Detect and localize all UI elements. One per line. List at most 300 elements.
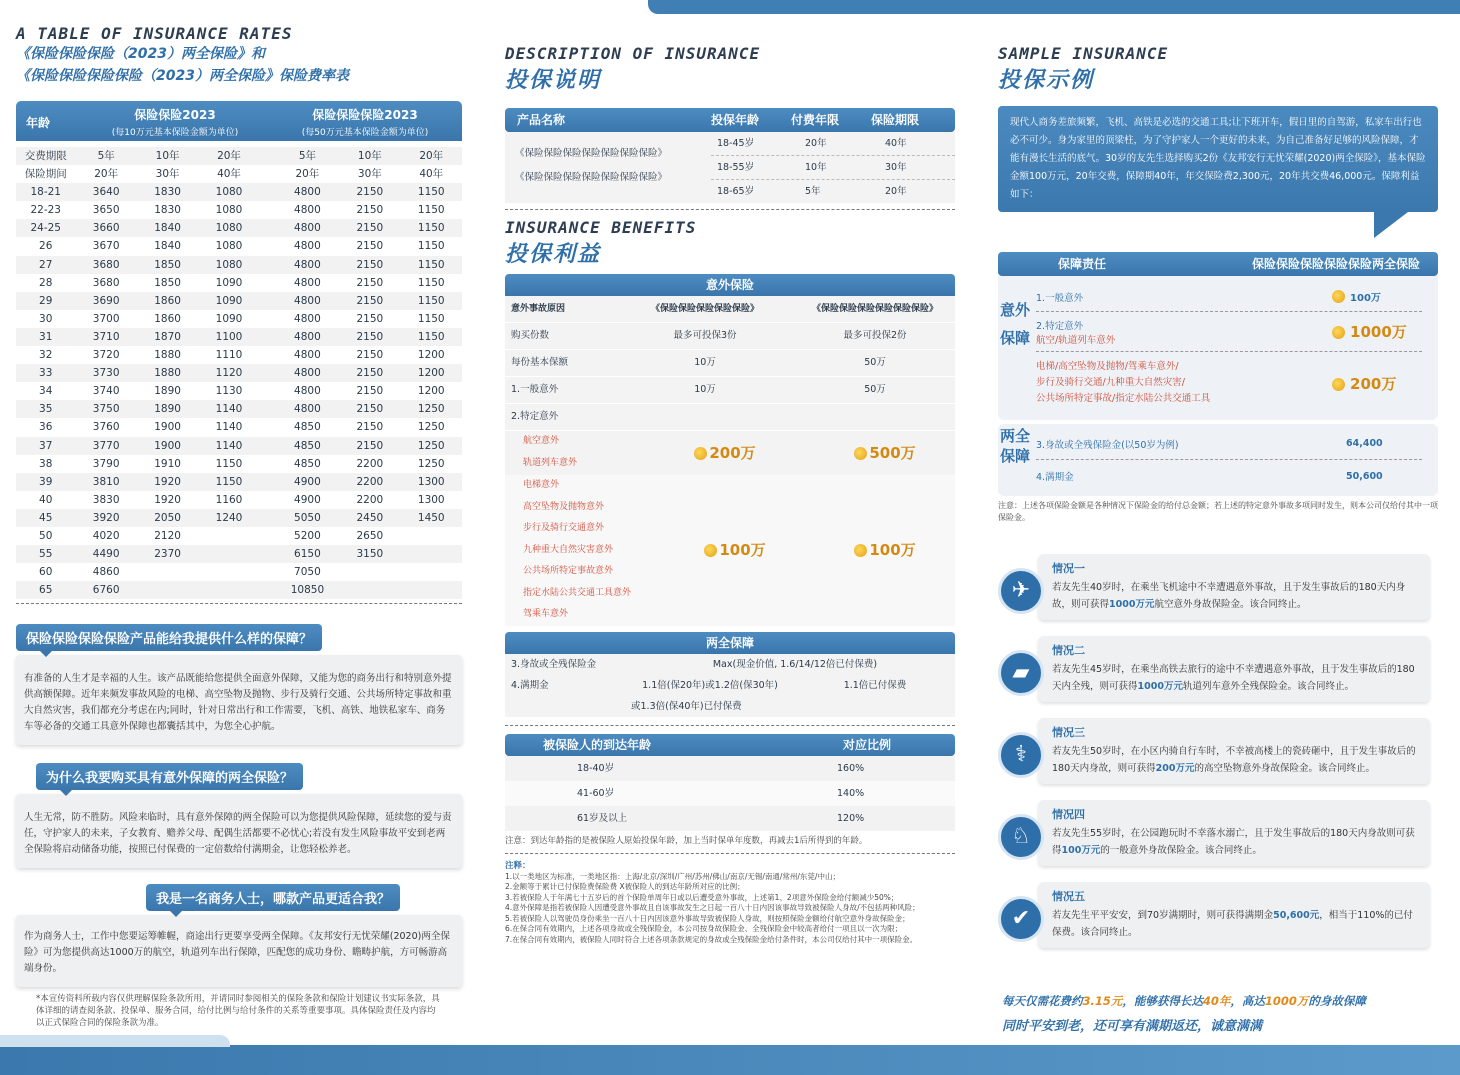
special-group-b-items xyxy=(505,475,655,626)
rate-cell: 保险期间 xyxy=(24,168,67,181)
rate-cell: 1080 xyxy=(215,240,243,253)
rate-cell: 1140 xyxy=(215,421,243,434)
rate-row xyxy=(16,563,462,581)
rate-cell: 7050 xyxy=(294,566,321,579)
rate-cell: 1140 xyxy=(215,439,243,452)
rate-row xyxy=(16,310,462,328)
benefit-cell: 10万 xyxy=(694,384,716,395)
amount: 100万 xyxy=(869,541,916,559)
endowment-label: 3.身故或全残保险金 xyxy=(511,658,597,670)
case-title: 情况五 xyxy=(1052,890,1085,903)
coin-icon xyxy=(1332,290,1345,303)
faq-3-title: 我是一名商务人士，哪款产品更适合我？ xyxy=(146,884,400,911)
case-text xyxy=(1052,661,1422,695)
rate-cell: 4800 xyxy=(294,349,321,362)
rate-cell: 3680 xyxy=(92,258,120,271)
case-card xyxy=(998,636,1438,702)
disclaimer-footnote: *本宣传资料所载内容仅供理解保险条款所用，并请同时参阅相关的保险条款和保险计划建议书实际条款，具体详细的请查阅条款、投保单、服务合同，给付比例与给付条件的关系等重要事项。具体保险责任及内容均以正式保险合同的保险条款为准。 xyxy=(36,994,440,1029)
rate-cell: 1250 xyxy=(417,439,445,452)
rate-cell: 32 xyxy=(39,349,53,362)
rate-group-1-title: 保险保险2023 xyxy=(134,108,216,122)
rate-cell: 5050 xyxy=(294,511,321,524)
rate-cell: 4800 xyxy=(294,294,321,307)
desc-products xyxy=(505,132,711,203)
rate-cell xyxy=(137,581,198,599)
endowment-table xyxy=(505,654,955,717)
rate-group-2-header xyxy=(270,101,460,141)
rate-row xyxy=(16,165,462,183)
benefit-row xyxy=(505,323,955,349)
benefit-row xyxy=(505,377,955,403)
rate-cell: 1150 xyxy=(417,204,445,217)
rate-table-header xyxy=(16,101,462,141)
rate-cell: 4800 xyxy=(294,276,321,289)
rate-cell: 3710 xyxy=(92,330,120,343)
benefit-cell: 50万 xyxy=(864,384,886,395)
rate-cell: 4860 xyxy=(92,566,120,579)
rate-cell xyxy=(339,563,400,581)
rate-cell: 1080 xyxy=(215,258,243,271)
slogan-highlight: 3.15元 xyxy=(1082,994,1123,1008)
divider xyxy=(16,603,462,604)
rate-cell: 1110 xyxy=(215,349,243,362)
benefit-head-cause: 意外事故原因 xyxy=(511,304,566,314)
faq-2 xyxy=(36,763,462,790)
rates-column xyxy=(16,0,462,1029)
amount: 500万 xyxy=(869,444,916,462)
case-body xyxy=(1038,800,1430,866)
amount: 1000万 xyxy=(1350,323,1407,341)
rate-cell: 37 xyxy=(39,439,53,452)
rate-cell xyxy=(339,581,400,599)
rate-cell: 3690 xyxy=(92,294,120,307)
slogan-highlight: 40年 xyxy=(1202,994,1231,1008)
case-amount: 50,600元 xyxy=(1273,910,1320,921)
case-card xyxy=(998,800,1438,866)
case-amount: 100万元 xyxy=(1061,845,1101,856)
rate-cell: 40 xyxy=(39,493,53,506)
rate-cell: 2370 xyxy=(154,548,181,561)
rate-row xyxy=(16,219,462,237)
case-text-part: 若友先生55岁时，在公园跑玩时不幸落水溺亡，且于发生事故后的180天内身故则可获得 xyxy=(1052,828,1415,856)
rate-cell: 1150 xyxy=(417,330,445,343)
benefit-cell: 最多可投保3份 xyxy=(673,330,737,341)
rate-cell: 4800 xyxy=(294,186,321,199)
note-item: 4.意外保障是指若被保险人因遭受意外事故且自该事故发生之日起一百八十日内因该事故导致被保险人身故/不包括两种风险； xyxy=(505,903,920,912)
special-b-item: 电梯意外 xyxy=(523,480,560,490)
coin-icon xyxy=(1332,326,1345,339)
desc-cell: 20年 xyxy=(885,186,907,197)
rate-row xyxy=(16,545,462,563)
amount: 100万 xyxy=(719,541,766,559)
guarantee-head-product: 保险保险保险保险保险两全保险 xyxy=(1251,257,1420,271)
rate-cell: 1850 xyxy=(154,276,181,289)
rate-cell: 5年 xyxy=(97,150,115,162)
rate-cell: 1200 xyxy=(417,349,445,362)
coin-icon xyxy=(854,544,867,557)
special-b-item: 九种重大自然灾害意外 xyxy=(523,544,614,555)
rate-cell: 1150 xyxy=(417,294,445,307)
faq-2-title: 为什么我要购买具有意外保障的两全保险？ xyxy=(36,763,303,790)
rate-row xyxy=(16,201,462,219)
rate-cell: 1300 xyxy=(417,475,445,488)
bottom-decor-band xyxy=(0,1045,1460,1075)
rate-cell: 4800 xyxy=(294,204,321,217)
rate-cell: 1900 xyxy=(154,439,181,452)
rate-cell: 1150 xyxy=(215,457,243,470)
endowment-section-bar: 两全保障 xyxy=(505,632,955,654)
rate-cell: 1090 xyxy=(215,294,243,307)
rate-cell: 4020 xyxy=(92,529,120,542)
rate-cell: 1250 xyxy=(417,403,445,416)
rate-cell: 2150 xyxy=(356,312,384,325)
rate-cell: 40年 xyxy=(217,168,241,181)
rate-cell: 1890 xyxy=(154,403,181,416)
guarantee-head-label: 保障责任 xyxy=(1058,257,1107,271)
rate-cell: 2150 xyxy=(356,186,384,199)
rate-cell: 2150 xyxy=(356,204,384,217)
rate-cell: 24-25 xyxy=(30,222,61,235)
note-item: 6.在保合同有效期内，上述各项身故或全残保险金，本公司按身故保险金、全残保险金中较高者给付一项且以一次为限； xyxy=(505,924,903,933)
rate-cell: 6760 xyxy=(92,584,120,597)
rate-cell: 1830 xyxy=(154,204,181,217)
rate-cell: 26 xyxy=(39,240,53,253)
rate-cell: 5200 xyxy=(294,529,321,542)
rate-cell: 1150 xyxy=(417,240,445,253)
benefit-head-product-1: 《保险保险保险保险保险》 xyxy=(650,304,759,314)
rate-cell: 4800 xyxy=(294,385,321,398)
rate-cell: 2050 xyxy=(154,511,181,524)
endowment-value: Max(现金价值, 1.6/14/12倍已付保费) xyxy=(712,658,878,670)
endowment-row xyxy=(505,654,955,675)
rate-cell: 35 xyxy=(39,403,53,416)
rate-cell: 1120 xyxy=(215,367,243,380)
age-ratio-row xyxy=(505,756,955,781)
guarantee-item-amount xyxy=(1332,373,1422,394)
rate-cell: 2150 xyxy=(356,367,384,380)
rate-cell: 4800 xyxy=(294,367,321,380)
case-text xyxy=(1052,907,1422,941)
age-range: 61岁及以上 xyxy=(577,812,628,824)
rate-cell: 1250 xyxy=(417,457,445,470)
rate-row xyxy=(16,473,462,491)
benefit-rows xyxy=(505,323,955,403)
rate-table-body xyxy=(16,147,462,599)
case-text-part: 若友先生45岁时，在乘坐高铁去旅行的途中不幸遭遇意外事故，且于发生事故后的180天内全残，则可获得 xyxy=(1052,664,1415,692)
rate-cell: 3730 xyxy=(92,367,120,380)
rate-cell: 4850 xyxy=(294,421,321,434)
rate-row xyxy=(16,418,462,436)
rate-cell: 1150 xyxy=(417,186,445,199)
special-group-a-items xyxy=(505,431,635,475)
rate-cell: 4800 xyxy=(294,222,321,235)
age-ratio: 120% xyxy=(837,812,865,824)
rate-cell: 2150 xyxy=(356,240,384,253)
case-title: 情况四 xyxy=(1052,808,1085,821)
rate-cell: 1920 xyxy=(154,493,181,506)
rate-cell: 3650 xyxy=(92,204,120,217)
guarantee-note: 注意：上述各项保险金额是各种情况下保险金的给付总金额；若上述的特定意外事故多项同时发生，则本公司仅给付其中一项保险金。 xyxy=(998,501,1438,522)
case-text xyxy=(1052,743,1422,777)
rate-cell: 1150 xyxy=(417,312,445,325)
rate-cell: 1840 xyxy=(154,222,181,235)
guarantee-item xyxy=(1036,312,1422,352)
rate-cell: 3760 xyxy=(92,421,120,434)
rate-cell: 1250 xyxy=(417,421,445,434)
rate-cell: 交费期限 xyxy=(24,150,67,162)
rate-cell: 55 xyxy=(39,548,53,561)
benefit-cell: 每份基本保额 xyxy=(511,357,569,368)
guarantee-item-name xyxy=(1036,318,1115,346)
age-ratio-header xyxy=(505,734,955,756)
benefit-cell: 1.一般意外 xyxy=(511,384,559,395)
benefit-cell: 最多可投保2份 xyxy=(843,330,907,341)
guarantee-item xyxy=(1036,282,1422,312)
rates-subtitle-1: 《保险保险保险（2023）两全保险》和 xyxy=(16,46,265,62)
rate-cell: 2200 xyxy=(356,493,384,506)
rates-en-title: A TABLE OF INSURANCE RATES xyxy=(16,24,293,43)
rate-group-1-note: (每10万元基本保险金额为单位) xyxy=(111,128,239,138)
rate-cell: 1910 xyxy=(154,457,181,470)
age-ratio: 160% xyxy=(837,762,865,774)
case-title: 情况二 xyxy=(1052,644,1085,657)
case-amount: 1000万元 xyxy=(1109,599,1155,610)
rate-cell: 2120 xyxy=(154,529,181,542)
guarantee-item xyxy=(1036,352,1422,414)
case-text-part: 的一般意外身故保险金。该合同终止。 xyxy=(1100,845,1262,856)
rate-row xyxy=(16,509,462,527)
rate-cell: 4800 xyxy=(294,258,321,271)
desc-cell: 5年 xyxy=(805,186,821,197)
rate-cell: 1090 xyxy=(215,312,243,325)
case-title: 情况一 xyxy=(1052,562,1085,575)
slogan-part: 每天仅需花费约 xyxy=(1002,994,1083,1008)
case-text-part: 若友先生50岁时，在小区内骑自行车时，不幸被高楼上的瓷砖砸中，且于发生事故后的180天内身故，则可获得 xyxy=(1052,746,1416,774)
special-a-item: 航空意外 xyxy=(523,436,560,446)
rate-cell: 3770 xyxy=(92,439,120,452)
rate-cell: 65 xyxy=(39,584,53,597)
note-item: 2.金额等于累计已付保险费保险费 X被保险人的到达年龄所对应的比例； xyxy=(505,882,745,891)
ratio-head-label: 对应比例 xyxy=(843,737,892,752)
endowment-guarantee-items xyxy=(1032,424,1438,496)
faq-1-title: 保险保险保险保险产品能给我提供什么样的保障？ xyxy=(16,624,322,651)
rate-row xyxy=(16,581,462,599)
rate-cell: 1880 xyxy=(154,349,181,362)
rate-cell: 4900 xyxy=(294,475,321,488)
coin-icon xyxy=(854,447,867,460)
case-card xyxy=(998,882,1438,948)
rate-cell xyxy=(198,545,259,563)
desc-rows xyxy=(711,132,955,203)
rate-cell: 4490 xyxy=(92,548,120,561)
benefits-cn-title: 投保利益 xyxy=(505,242,602,267)
note-item: 1.以一类地区为标准，一类地区指：上海/北京/深圳/广州/苏州/佛山/南京/无锡/南通/常州/东莞/中山； xyxy=(505,871,840,881)
case-body xyxy=(1038,554,1430,620)
rate-row xyxy=(16,346,462,364)
endowment-value: 1.1倍(保20年)或1.2倍(保30年) xyxy=(642,679,778,691)
rate-row xyxy=(16,147,462,165)
special-a-amt-1 xyxy=(635,431,815,475)
rate-cell: 4850 xyxy=(294,439,321,452)
rate-row xyxy=(16,491,462,509)
sample-cn-title: 投保示例 xyxy=(998,68,1095,93)
desc-cell: 10年 xyxy=(805,162,827,173)
accident-guarantee-block xyxy=(998,276,1438,420)
rate-cell: 1860 xyxy=(154,312,181,325)
guarantee-item-amount: 64,400 xyxy=(1346,438,1383,449)
bottom-slogan-line-1 xyxy=(1002,993,1442,1009)
rate-cell: 2150 xyxy=(356,349,384,362)
desc-row xyxy=(711,156,955,180)
rate-cell: 3660 xyxy=(92,222,120,235)
rate-cell: 1840 xyxy=(154,240,181,253)
slogan-part: ，高达 xyxy=(1230,994,1265,1008)
rate-cell: 3700 xyxy=(92,312,120,325)
rate-cell: 2150 xyxy=(356,258,384,271)
rate-cell: 1870 xyxy=(154,330,181,343)
rate-cell: 30年 xyxy=(155,168,180,181)
guarantee-item-name: 4.满期金 xyxy=(1036,472,1074,483)
rate-cell: 10年 xyxy=(155,150,180,162)
rate-cell: 30年 xyxy=(357,168,382,181)
case-amount: 200万元 xyxy=(1155,763,1195,774)
sample-en-title: SAMPLE INSURANCE xyxy=(998,44,1169,63)
desc-row xyxy=(711,132,955,156)
rate-cell: 3670 xyxy=(92,240,120,253)
rate-cell: 36 xyxy=(39,421,53,434)
guarantee-item-sub: 航空/轨道列车意外 xyxy=(1036,334,1116,346)
faq-2-text: 人生无常，防不胜防。风险来临时，具有意外保障的两全保险可以为您提供风险保障，延续您的爱与责任，守护家人的未来，子女教育、赡养父母、配偶生活都要不必忧心;若没有发生风险事故平安到老两全保险将启动储备功能，按照已付保费的一定倍数给付满期金，让您轻松养老。 xyxy=(16,794,462,868)
case-body xyxy=(1038,718,1430,784)
faq-3-text: 作为商务人士，工作中您要运筹帷幄，商途出行更要享受两全保障。《友邦安行无忧荣耀(2020)两全保险》可为您提供高达1000万的航空，轨道列车出行保障，匹配您的成功身份、瞻畴护航，方可畅游高端身份。 xyxy=(16,915,462,987)
divider xyxy=(505,853,955,854)
special-accident-row xyxy=(505,404,955,430)
rate-cell: 60 xyxy=(39,566,53,579)
faq-3 xyxy=(146,884,462,911)
case-text-part: 若友先生40岁时，在乘坐飞机途中不幸遭遇意外事故，且于发生事故后的180天内身故，则可获得 xyxy=(1052,582,1406,610)
benefits-en-title: INSURANCE BENEFITS xyxy=(505,218,697,237)
desc-row xyxy=(711,180,955,203)
notes-title: 注释： xyxy=(505,860,531,871)
rate-cell: 2150 xyxy=(356,385,384,398)
person-running-icon: ✔ xyxy=(998,896,1044,942)
benefit-cell: 购买份数 xyxy=(511,330,550,341)
rate-cell: 3740 xyxy=(92,385,120,398)
sample-intro-bubble: 现代人商务差旅频繁，飞机、高铁是必选的交通工具;让下班开车，假日里的自驾游，私家车出行也必不可少。身为家里的顶梁柱，为了守护家人一个更好的未来，为自己准备好足够的风险保障，才能有漫长生活的底气。30岁的友先生选择购买2份《友邦安行无忧荣耀(2020)两全保险》，基本保险金额100万元，20年交费，保障期40年，年交保险费2,300元，20年共交费46,000元。保障利益如下： xyxy=(998,106,1438,212)
desc-cell: 18-55岁 xyxy=(717,162,755,173)
note-item: 7.在保合同有效期内，被保险人同时符合上述各项条款规定的身故或全残保险金给付条件时，本公司仅给付其中一项保险金。 xyxy=(505,934,918,944)
guarantee-item-name-line: 电梯/高空坠物及抛物/驾乘车意外/ xyxy=(1036,361,1179,372)
rate-cell: 2150 xyxy=(356,294,384,307)
rate-cell: 2150 xyxy=(356,330,384,343)
desc-table-header xyxy=(505,108,955,132)
guarantee-item-sub: 公共场所特定事故/指定水陆公共交通工具 xyxy=(1036,393,1211,404)
rate-cell: 20年 xyxy=(419,150,444,162)
rate-group-2-title: 保险保险保险2023 xyxy=(312,108,418,122)
special-a-item: 轨道列车意外 xyxy=(523,457,578,468)
amount: 200万 xyxy=(1350,374,1397,393)
rate-cell: 1100 xyxy=(215,330,243,343)
bottom-slogan-line-2: 同时平安到老，还可享有满期返还，诚意满满 xyxy=(1002,1019,1263,1034)
rate-cell: 3720 xyxy=(92,349,120,362)
age-range: 41-60岁 xyxy=(577,787,615,799)
rate-cell: 1900 xyxy=(154,421,181,434)
age-column-header: 年龄 xyxy=(26,116,51,130)
rate-cell: 4800 xyxy=(294,240,321,253)
notes-list xyxy=(505,872,955,946)
rate-row xyxy=(16,400,462,418)
rate-cell: 28 xyxy=(39,276,53,289)
desc-cell: 30年 xyxy=(885,162,907,173)
special-b-item: 公共场所特定事故意外 xyxy=(523,566,614,576)
guarantee-item xyxy=(1036,428,1422,460)
guarantee-item-name: 3.身故或全残保险金(以50岁为例) xyxy=(1036,439,1179,451)
faq-1-text: 有准备的人生才是幸福的人生。该产品既能给您提供全面意外保障，又能为您的商务出行和特别意外提供高额保障。近年来频发事故风险的电梯、高空坠物及抛物、步行及骑行交通、公共场所特定事故和重大自然灾害，我们都充分考虑在内;同时，针对日常出行和工作需要，飞机、高铁、地铁私家车、商务车等必备的交通工具意外保障也都囊括其中，为您全心护航。 xyxy=(16,655,462,745)
rate-cell: 3830 xyxy=(92,493,120,506)
age-ratio-rows xyxy=(505,756,955,831)
case-text xyxy=(1052,825,1422,859)
case-text-part: ，相当于110%的已付保费。该合同终止。 xyxy=(1052,910,1413,938)
rate-cell: 3920 xyxy=(92,511,120,524)
desc-cn-title: 投保说明 xyxy=(505,68,602,93)
rate-cell: 5年 xyxy=(298,150,317,162)
rate-cell xyxy=(198,581,259,599)
amount: 200万 xyxy=(709,444,756,462)
rate-cell: 2150 xyxy=(356,421,384,434)
case-list xyxy=(998,554,1438,974)
rate-cell: 3750 xyxy=(92,403,120,416)
rate-cell: 1850 xyxy=(154,258,181,271)
rate-cell: 2200 xyxy=(356,475,384,488)
rate-cell: 2450 xyxy=(356,511,384,524)
case-text xyxy=(1052,579,1422,613)
rate-cell: 1150 xyxy=(215,475,243,488)
rate-row xyxy=(16,364,462,382)
rates-subtitle-2: 《保险保险保险保险（2023）两全保险》保险费率表 xyxy=(16,68,349,84)
rate-cell: 20年 xyxy=(295,168,320,181)
rate-row xyxy=(16,292,462,310)
rate-cell: 4900 xyxy=(294,493,321,506)
rate-row xyxy=(16,527,462,545)
rate-cell: 4850 xyxy=(294,457,321,470)
case-body xyxy=(1038,882,1430,948)
rate-cell: 4800 xyxy=(294,312,321,325)
coin-icon xyxy=(704,544,717,557)
rate-cell: 1150 xyxy=(417,276,445,289)
airplane-icon: ✈ xyxy=(998,568,1044,614)
desc-product-1: 《保险保险保险保险保险保险保险》 xyxy=(515,148,668,159)
rate-row xyxy=(16,455,462,473)
rate-cell xyxy=(401,581,462,599)
heartbeat-icon: ⚕ xyxy=(998,732,1044,778)
rate-cell: 34 xyxy=(39,385,53,398)
accident-guarantee-label: 意外保障 xyxy=(999,301,1030,347)
rate-cell: 3810 xyxy=(92,475,120,488)
rate-cell: 3680 xyxy=(92,276,120,289)
rate-cell: 4800 xyxy=(294,330,321,343)
endowment-guarantee-label: 两全保障 xyxy=(999,427,1030,465)
rate-cell: 40年 xyxy=(419,168,444,181)
benefit-row xyxy=(505,350,955,376)
rate-cell: 2200 xyxy=(356,457,384,470)
divider xyxy=(505,725,955,726)
rate-cell: 33 xyxy=(39,367,53,380)
case-text-part: 的高空坠物意外身故保险金。该合同终止。 xyxy=(1194,763,1375,774)
rate-cell: 10850 xyxy=(290,584,325,597)
sample-column xyxy=(998,0,1438,1034)
rate-cell: 10年 xyxy=(357,150,382,162)
bottom-slogan xyxy=(1002,993,1442,1034)
